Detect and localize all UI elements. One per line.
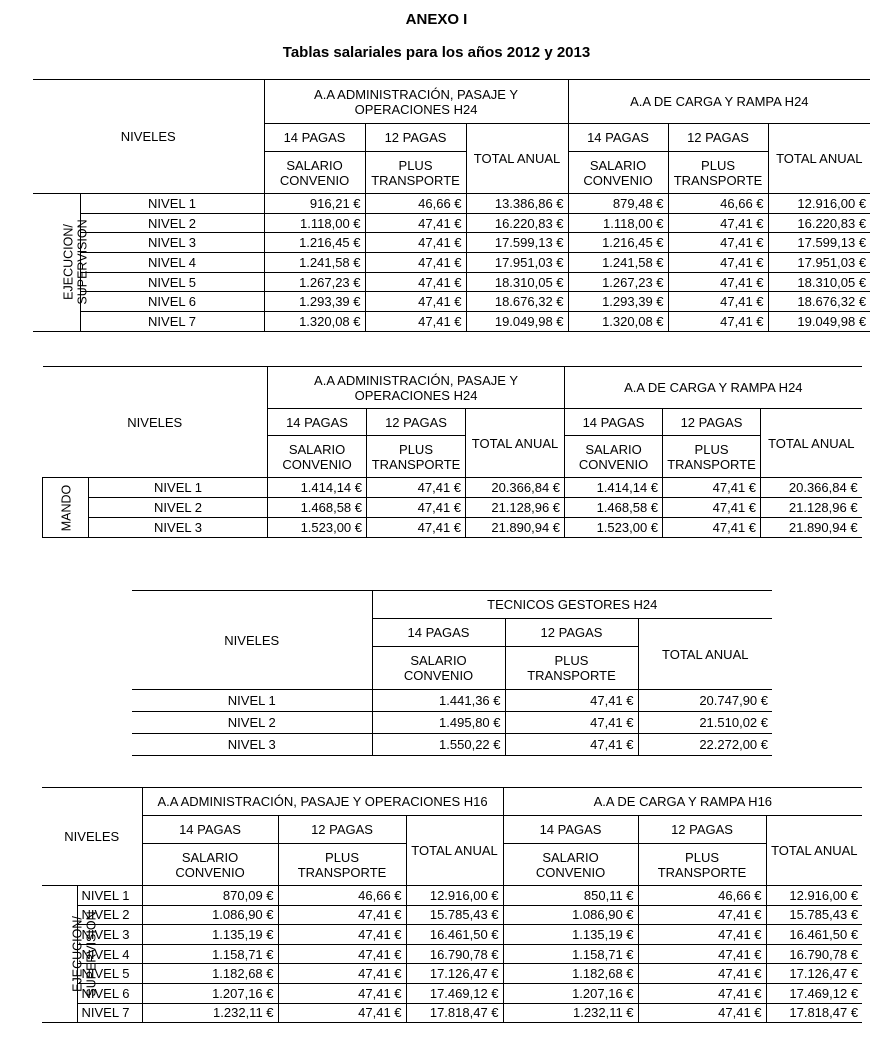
salario-convenio-cell: 1.495,80 € bbox=[372, 712, 505, 734]
nivel-cell: NIVEL 4 bbox=[80, 253, 264, 273]
group-header-admin bbox=[268, 367, 565, 409]
category-side-label-line: SUPERVISION bbox=[84, 911, 99, 997]
salary-table-ejecucion-h24 bbox=[33, 79, 870, 332]
pagas12-header: 12 PAGAS bbox=[638, 816, 766, 844]
salary-table-tecnicos-h24 bbox=[132, 590, 772, 756]
total-anual-cell: 16.220,83 € bbox=[466, 213, 568, 233]
salario-convenio-cell: 870,09 € bbox=[142, 886, 278, 906]
niveles-header: NIVELES bbox=[42, 788, 142, 886]
plus-transporte-cell: 47,41 € bbox=[278, 983, 406, 1003]
total-anual-cell: 18.676,32 € bbox=[466, 292, 568, 312]
plus-transporte-cell: 47,41 € bbox=[365, 272, 466, 292]
total-anual-cell: 17.469,12 € bbox=[406, 983, 503, 1003]
total-anual-cell: 17.126,47 € bbox=[406, 964, 503, 984]
salario-convenio-cell: 1.523,00 € bbox=[268, 518, 367, 538]
nivel-cell: NIVEL 3 bbox=[77, 925, 142, 945]
nivel-cell: NIVEL 1 bbox=[89, 478, 268, 498]
total-anual-cell: 21.128,96 € bbox=[466, 498, 565, 518]
plus-transporte-header: PLUS TRANSPORTE bbox=[365, 152, 466, 194]
table-row bbox=[42, 905, 862, 925]
plus-transporte-cell: 47,41 € bbox=[505, 734, 638, 756]
pagas14-header: 14 PAGAS bbox=[503, 816, 638, 844]
table-row bbox=[33, 194, 870, 214]
total-anual-cell: 20.747,90 € bbox=[638, 690, 772, 712]
nivel-cell: NIVEL 5 bbox=[77, 964, 142, 984]
salario-convenio-header: SALARIO CONVENIO bbox=[142, 844, 278, 886]
salario-convenio-cell: 1.414,14 € bbox=[268, 478, 367, 498]
plus-transporte-cell: 47,41 € bbox=[278, 905, 406, 925]
total-anual-header: TOTAL ANUAL bbox=[466, 409, 565, 478]
group-header-admin-line1: A.A ADMINISTRACIÓN, PASAJE Y bbox=[314, 372, 518, 388]
salario-convenio-cell: 1.135,19 € bbox=[503, 925, 638, 945]
table-row bbox=[42, 886, 862, 906]
total-anual-cell: 13.386,86 € bbox=[466, 194, 568, 214]
pagas12-header: 12 PAGAS bbox=[278, 816, 406, 844]
pagas12-header: 12 PAGAS bbox=[365, 124, 466, 152]
plus-transporte-cell: 47,41 € bbox=[638, 944, 766, 964]
salario-convenio-header: SALARIO CONVENIO bbox=[565, 436, 663, 478]
nivel-cell: NIVEL 1 bbox=[132, 690, 372, 712]
salario-convenio-cell: 1.232,11 € bbox=[503, 1003, 638, 1023]
page-title: ANEXO I bbox=[405, 11, 468, 28]
plus-transporte-header: PLUS TRANSPORTE bbox=[278, 844, 406, 886]
salario-convenio-cell: 1.086,90 € bbox=[503, 905, 638, 925]
nivel-cell: NIVEL 4 bbox=[77, 944, 142, 964]
pagas12-header: 12 PAGAS bbox=[668, 124, 768, 152]
group-header-admin-line2: OPERACIONES H24 bbox=[354, 387, 478, 403]
salario-convenio-cell: 1.468,58 € bbox=[268, 498, 367, 518]
category-side-label-line: EJECUCION/ bbox=[61, 224, 76, 301]
total-anual-cell: 21.128,96 € bbox=[761, 498, 862, 518]
table-row bbox=[42, 925, 862, 945]
pagas12-header: 12 PAGAS bbox=[663, 409, 761, 436]
plus-transporte-cell: 47,41 € bbox=[505, 712, 638, 734]
total-anual-cell: 17.818,47 € bbox=[766, 1003, 862, 1023]
salario-convenio-cell: 1.241,58 € bbox=[264, 253, 365, 273]
niveles-header: NIVELES bbox=[43, 367, 268, 478]
total-anual-cell: 15.785,43 € bbox=[766, 905, 862, 925]
nivel-cell: NIVEL 7 bbox=[77, 1003, 142, 1023]
total-anual-cell: 21.890,94 € bbox=[466, 518, 565, 538]
pagas14-header: 14 PAGAS bbox=[264, 124, 365, 152]
salario-convenio-cell: 879,48 € bbox=[568, 194, 668, 214]
salario-convenio-cell: 1.216,45 € bbox=[264, 233, 365, 253]
plus-transporte-cell: 47,41 € bbox=[638, 964, 766, 984]
salario-convenio-cell: 1.158,71 € bbox=[503, 944, 638, 964]
category-side-label bbox=[33, 194, 90, 332]
plus-transporte-cell: 47,41 € bbox=[278, 925, 406, 945]
nivel-cell: NIVEL 7 bbox=[80, 312, 264, 332]
total-anual-cell: 22.272,00 € bbox=[638, 734, 772, 756]
salario-convenio-cell: 1.182,68 € bbox=[503, 964, 638, 984]
plus-transporte-cell: 47,41 € bbox=[365, 312, 466, 332]
pagas14-header: 14 PAGAS bbox=[565, 409, 663, 436]
table-row bbox=[43, 478, 862, 498]
total-anual-cell: 17.599,13 € bbox=[768, 233, 870, 253]
group-header-admin bbox=[264, 80, 568, 124]
salary-table-ejecucion-h16 bbox=[42, 787, 862, 1023]
total-anual-cell: 16.220,83 € bbox=[768, 213, 870, 233]
salario-convenio-cell: 1.293,39 € bbox=[264, 292, 365, 312]
salario-convenio-header: SALARIO CONVENIO bbox=[568, 152, 668, 194]
plus-transporte-cell: 47,41 € bbox=[278, 944, 406, 964]
plus-transporte-cell: 47,41 € bbox=[668, 233, 768, 253]
plus-transporte-cell: 47,41 € bbox=[638, 983, 766, 1003]
pagas14-header: 14 PAGAS bbox=[268, 409, 367, 436]
plus-transporte-cell: 47,41 € bbox=[365, 213, 466, 233]
total-anual-cell: 18.676,32 € bbox=[768, 292, 870, 312]
total-anual-cell: 17.818,47 € bbox=[406, 1003, 503, 1023]
plus-transporte-cell: 47,41 € bbox=[638, 905, 766, 925]
table-row bbox=[33, 292, 870, 312]
plus-transporte-cell: 46,66 € bbox=[638, 886, 766, 906]
table-row bbox=[33, 272, 870, 292]
plus-transporte-cell: 46,66 € bbox=[365, 194, 466, 214]
total-anual-cell: 12.916,00 € bbox=[406, 886, 503, 906]
total-anual-cell: 19.049,98 € bbox=[768, 312, 870, 332]
plus-transporte-cell: 47,41 € bbox=[278, 1003, 406, 1023]
total-anual-cell: 17.126,47 € bbox=[766, 964, 862, 984]
plus-transporte-header: PLUS TRANSPORTE bbox=[367, 436, 466, 478]
total-anual-cell: 20.366,84 € bbox=[761, 478, 862, 498]
plus-transporte-cell: 46,66 € bbox=[278, 886, 406, 906]
salario-convenio-cell: 1.550,22 € bbox=[372, 734, 505, 756]
table-row bbox=[132, 712, 772, 734]
total-anual-cell: 17.599,13 € bbox=[466, 233, 568, 253]
salario-convenio-cell: 1.523,00 € bbox=[565, 518, 663, 538]
nivel-cell: NIVEL 3 bbox=[89, 518, 268, 538]
table-row bbox=[132, 690, 772, 712]
salario-convenio-cell: 1.118,00 € bbox=[568, 213, 668, 233]
nivel-cell: NIVEL 2 bbox=[132, 712, 372, 734]
plus-transporte-cell: 47,41 € bbox=[367, 518, 466, 538]
table-row bbox=[132, 734, 772, 756]
plus-transporte-cell: 47,41 € bbox=[367, 498, 466, 518]
total-anual-header: TOTAL ANUAL bbox=[768, 124, 870, 194]
salario-convenio-cell: 1.267,23 € bbox=[568, 272, 668, 292]
nivel-cell: NIVEL 6 bbox=[80, 292, 264, 312]
plus-transporte-header: PLUS TRANSPORTE bbox=[663, 436, 761, 478]
salario-convenio-cell: 850,11 € bbox=[503, 886, 638, 906]
total-anual-cell: 16.790,78 € bbox=[406, 944, 503, 964]
salario-convenio-cell: 1.320,08 € bbox=[264, 312, 365, 332]
salario-convenio-cell: 1.241,58 € bbox=[568, 253, 668, 273]
nivel-cell: NIVEL 6 bbox=[77, 983, 142, 1003]
nivel-cell: NIVEL 2 bbox=[89, 498, 268, 518]
plus-transporte-cell: 47,41 € bbox=[668, 292, 768, 312]
niveles-header: NIVELES bbox=[132, 591, 372, 690]
group-header-carga: A.A DE CARGA Y RAMPA H16 bbox=[503, 788, 862, 816]
plus-transporte-cell: 47,41 € bbox=[663, 518, 761, 538]
plus-transporte-cell: 47,41 € bbox=[638, 925, 766, 945]
plus-transporte-cell: 46,66 € bbox=[668, 194, 768, 214]
salario-convenio-header: SALARIO CONVENIO bbox=[372, 647, 505, 690]
total-anual-cell: 17.951,03 € bbox=[466, 253, 568, 273]
table-row bbox=[33, 312, 870, 332]
total-anual-cell: 12.916,00 € bbox=[766, 886, 862, 906]
salario-convenio-cell: 1.216,45 € bbox=[568, 233, 668, 253]
plus-transporte-cell: 47,41 € bbox=[663, 478, 761, 498]
table-row bbox=[33, 233, 870, 253]
salario-convenio-cell: 1.267,23 € bbox=[264, 272, 365, 292]
group-header-admin-line2: OPERACIONES H24 bbox=[354, 101, 478, 117]
total-anual-cell: 12.916,00 € bbox=[768, 194, 870, 214]
page-subtitle: Tablas salariales para los años 2012 y 2013 bbox=[282, 44, 591, 61]
salario-convenio-header: SALARIO CONVENIO bbox=[264, 152, 365, 194]
total-anual-cell: 21.510,02 € bbox=[638, 712, 772, 734]
table-row bbox=[42, 1003, 862, 1023]
total-anual-header: TOTAL ANUAL bbox=[406, 816, 503, 886]
category-side-label-line: MANDO bbox=[59, 484, 74, 532]
plus-transporte-cell: 47,41 € bbox=[365, 292, 466, 312]
salario-convenio-cell: 1.086,90 € bbox=[142, 905, 278, 925]
total-anual-cell: 19.049,98 € bbox=[466, 312, 568, 332]
plus-transporte-header: PLUS TRANSPORTE bbox=[668, 152, 768, 194]
pagas12-header: 12 PAGAS bbox=[367, 409, 466, 436]
table-row bbox=[43, 498, 862, 518]
plus-transporte-cell: 47,41 € bbox=[668, 253, 768, 273]
table-row bbox=[33, 253, 870, 273]
salario-convenio-cell: 1.158,71 € bbox=[142, 944, 278, 964]
plus-transporte-header: PLUS TRANSPORTE bbox=[505, 647, 638, 690]
salario-convenio-cell: 1.468,58 € bbox=[565, 498, 663, 518]
total-anual-cell: 16.461,50 € bbox=[766, 925, 862, 945]
total-anual-cell: 15.785,43 € bbox=[406, 905, 503, 925]
plus-transporte-cell: 47,41 € bbox=[365, 253, 466, 273]
group-header-tecnicos: TECNICOS GESTORES H24 bbox=[372, 591, 772, 619]
nivel-cell: NIVEL 2 bbox=[80, 213, 264, 233]
plus-transporte-cell: 47,41 € bbox=[367, 478, 466, 498]
total-anual-cell: 18.310,05 € bbox=[466, 272, 568, 292]
pagas14-header: 14 PAGAS bbox=[372, 619, 505, 647]
plus-transporte-cell: 47,41 € bbox=[663, 498, 761, 518]
nivel-cell: NIVEL 5 bbox=[80, 272, 264, 292]
salario-convenio-header: SALARIO CONVENIO bbox=[268, 436, 367, 478]
salario-convenio-cell: 1.441,36 € bbox=[372, 690, 505, 712]
nivel-cell: NIVEL 2 bbox=[77, 905, 142, 925]
salario-convenio-cell: 1.414,14 € bbox=[565, 478, 663, 498]
group-header-carga: A.A DE CARGA Y RAMPA H24 bbox=[568, 80, 870, 124]
plus-transporte-cell: 47,41 € bbox=[668, 213, 768, 233]
salario-convenio-cell: 1.207,16 € bbox=[503, 983, 638, 1003]
salario-convenio-cell: 1.232,11 € bbox=[142, 1003, 278, 1023]
pagas14-header: 14 PAGAS bbox=[142, 816, 278, 844]
table-row bbox=[33, 213, 870, 233]
total-anual-header: TOTAL ANUAL bbox=[766, 816, 862, 886]
nivel-cell: NIVEL 1 bbox=[77, 886, 142, 906]
pagas14-header: 14 PAGAS bbox=[568, 124, 668, 152]
table-row bbox=[42, 964, 862, 984]
table-row bbox=[42, 944, 862, 964]
salario-convenio-cell: 1.207,16 € bbox=[142, 983, 278, 1003]
nivel-cell: NIVEL 1 bbox=[80, 194, 264, 214]
salario-convenio-cell: 916,21 € bbox=[264, 194, 365, 214]
group-header-admin: A.A ADMINISTRACIÓN, PASAJE Y OPERACIONES H16 bbox=[142, 788, 503, 816]
total-anual-cell: 16.790,78 € bbox=[766, 944, 862, 964]
pagas12-header: 12 PAGAS bbox=[505, 619, 638, 647]
niveles-header: NIVELES bbox=[33, 80, 264, 194]
plus-transporte-cell: 47,41 € bbox=[638, 1003, 766, 1023]
salario-convenio-cell: 1.320,08 € bbox=[568, 312, 668, 332]
table-row bbox=[42, 983, 862, 1003]
salario-convenio-cell: 1.182,68 € bbox=[142, 964, 278, 984]
salario-convenio-cell: 1.293,39 € bbox=[568, 292, 668, 312]
plus-transporte-header: PLUS TRANSPORTE bbox=[638, 844, 766, 886]
total-anual-header: TOTAL ANUAL bbox=[761, 409, 862, 478]
plus-transporte-cell: 47,41 € bbox=[505, 690, 638, 712]
group-header-carga: A.A DE CARGA Y RAMPA H24 bbox=[565, 367, 862, 409]
plus-transporte-cell: 47,41 € bbox=[365, 233, 466, 253]
group-header-admin-line1: A.A ADMINISTRACIÓN, PASAJE Y bbox=[314, 86, 518, 102]
table-row bbox=[43, 518, 862, 538]
category-side-label bbox=[43, 478, 89, 538]
salary-table-mando-h24 bbox=[42, 366, 862, 538]
nivel-cell: NIVEL 3 bbox=[132, 734, 372, 756]
total-anual-cell: 20.366,84 € bbox=[466, 478, 565, 498]
total-anual-cell: 16.461,50 € bbox=[406, 925, 503, 945]
salario-convenio-cell: 1.135,19 € bbox=[142, 925, 278, 945]
salario-convenio-cell: 1.118,00 € bbox=[264, 213, 365, 233]
plus-transporte-cell: 47,41 € bbox=[668, 272, 768, 292]
plus-transporte-cell: 47,41 € bbox=[278, 964, 406, 984]
salario-convenio-header: SALARIO CONVENIO bbox=[503, 844, 638, 886]
total-anual-cell: 21.890,94 € bbox=[761, 518, 862, 538]
category-side-label-line: SUPERVISION bbox=[75, 219, 90, 306]
plus-transporte-cell: 47,41 € bbox=[668, 312, 768, 332]
category-side-label-line: EJECUCION/ bbox=[70, 916, 85, 992]
total-anual-header: TOTAL ANUAL bbox=[466, 124, 568, 194]
category-side-label bbox=[42, 886, 99, 1023]
total-anual-cell: 18.310,05 € bbox=[768, 272, 870, 292]
nivel-cell: NIVEL 3 bbox=[80, 233, 264, 253]
total-anual-cell: 17.469,12 € bbox=[766, 983, 862, 1003]
total-anual-cell: 17.951,03 € bbox=[768, 253, 870, 273]
total-anual-header: TOTAL ANUAL bbox=[638, 619, 772, 690]
